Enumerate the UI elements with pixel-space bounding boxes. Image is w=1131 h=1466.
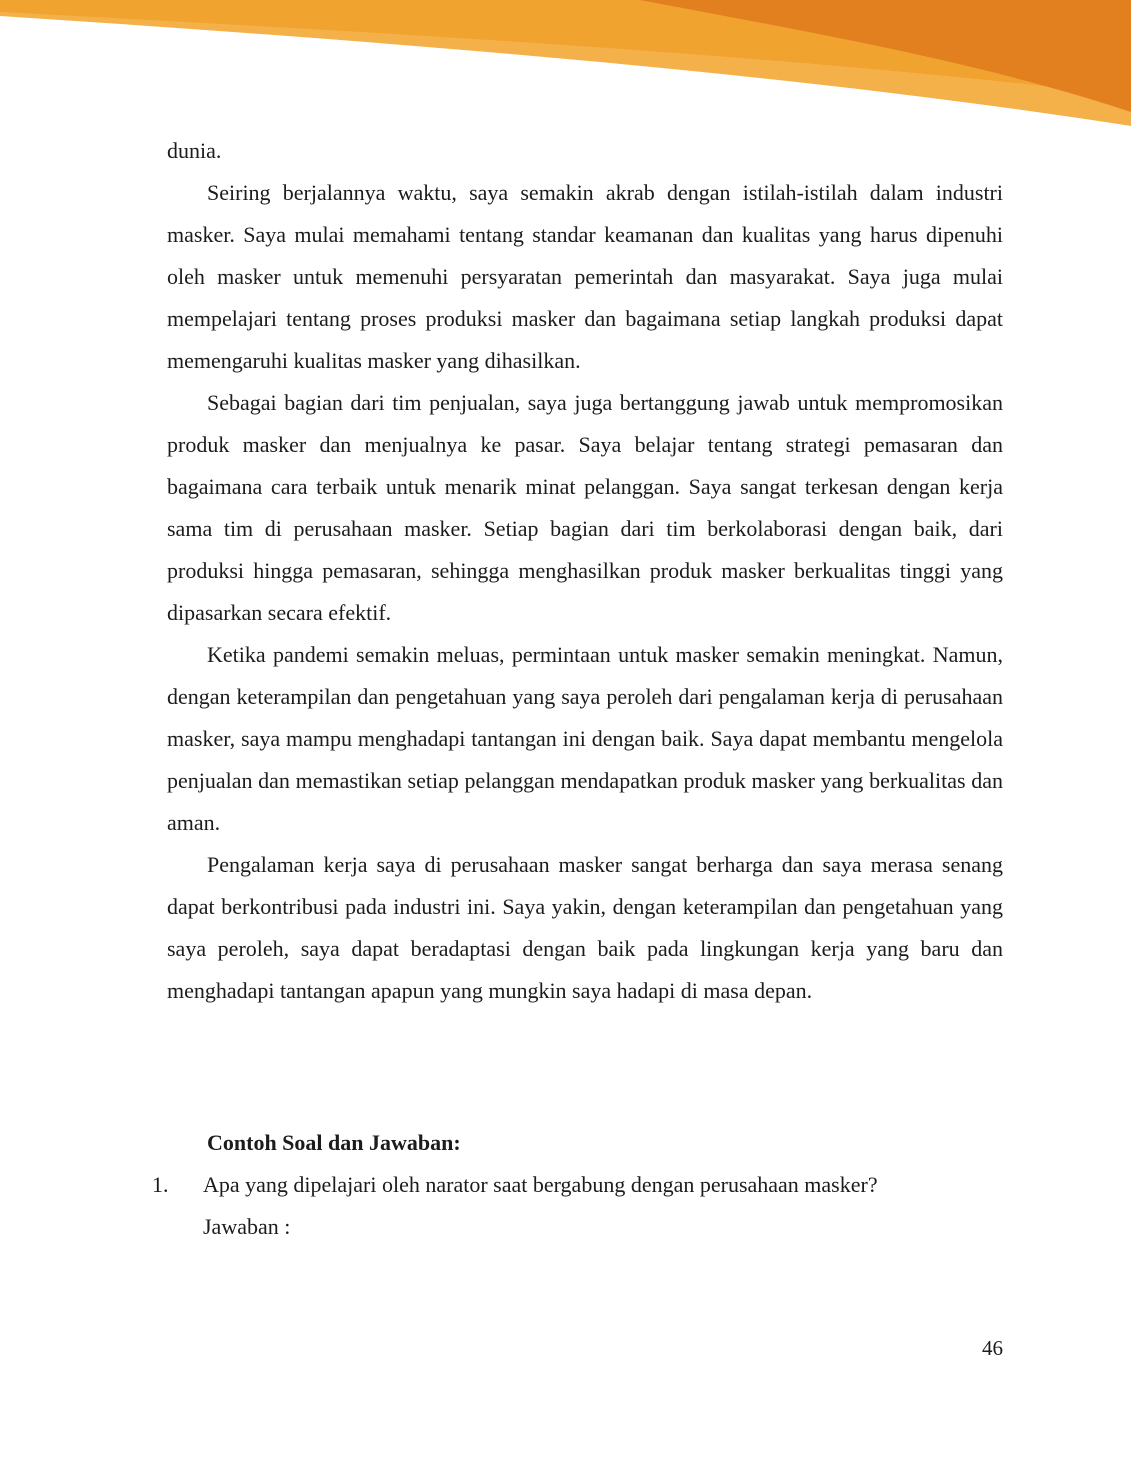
qa-heading: Contoh Soal dan Jawaban: bbox=[207, 1130, 461, 1155]
page-content bbox=[167, 130, 1003, 1012]
body-paragraph-1: Seiring berjalannya waktu, saya semakin akrab dengan istilah-istilah dalam industri masker. Saya mulai memahami tentang standar keamanan dan kualitas yang harus dipenuhi oleh masker untuk memenuhi persyaratan pemerintah dan masyarakat. Saya juga mulai mempelajari tentang proses produksi masker dan bagaimana setiap langkah produksi dapat memengaruhi kualitas masker yang dihasilkan. bbox=[167, 180, 1003, 373]
body-paragraph-4: Pengalaman kerja saya di perusahaan masker sangat berharga dan saya merasa senang dapat berkontribusi pada industri ini. Saya yakin, dengan keterampilan dan pengetahuan yang saya peroleh, saya dapat beradaptasi dengan baik pada lingkungan kerja yang baru dan menghadapi tantangan apapun yang mungkin saya hadapi di masa depan. bbox=[167, 852, 1003, 1003]
body-paragraph-2: Sebagai bagian dari tim penjualan, saya juga bertanggung jawab untuk mempromosikan produk masker dan menjualnya ke pasar. Saya belajar tentang strategi pemasaran dan bagaimana cara terbaik untuk menarik minat pelanggan. Saya sangat terkesan dengan kerja sama tim di perusahaan masker. Setiap bagian dari tim berkolaborasi dengan baik, dari produksi hingga pemasaran, sehingga menghasilkan produk masker berkualitas tinggi yang dipasarkan secara efektif. bbox=[167, 390, 1003, 625]
paragraph-continuation: dunia. bbox=[167, 138, 222, 163]
header-swoosh-graphic bbox=[0, 0, 1131, 126]
qa-item-question: Apa yang dipelajari oleh narator saat bergabung dengan perusahaan masker? bbox=[203, 1172, 878, 1197]
qa-item-number: 1. bbox=[152, 1172, 169, 1197]
qa-item bbox=[152, 1164, 1003, 1206]
header-divider-line bbox=[0, 126, 1131, 128]
qa-section bbox=[152, 1122, 1003, 1248]
body-paragraph-3: Ketika pandemi semakin meluas, permintaan untuk masker semakin meningkat. Namun, dengan keterampilan dan pengetahuan yang saya peroleh dari pengalaman kerja di perusahaan masker, saya mampu menghadapi tantangan ini dengan baik. Saya dapat membantu mengelola penjualan dan memastikan setiap pelanggan mendapatkan produk masker yang berkualitas dan aman. bbox=[167, 642, 1003, 835]
qa-answer-label: Jawaban : bbox=[203, 1214, 291, 1239]
page-header bbox=[0, 0, 1131, 130]
page-number: 46 bbox=[982, 1336, 1003, 1360]
